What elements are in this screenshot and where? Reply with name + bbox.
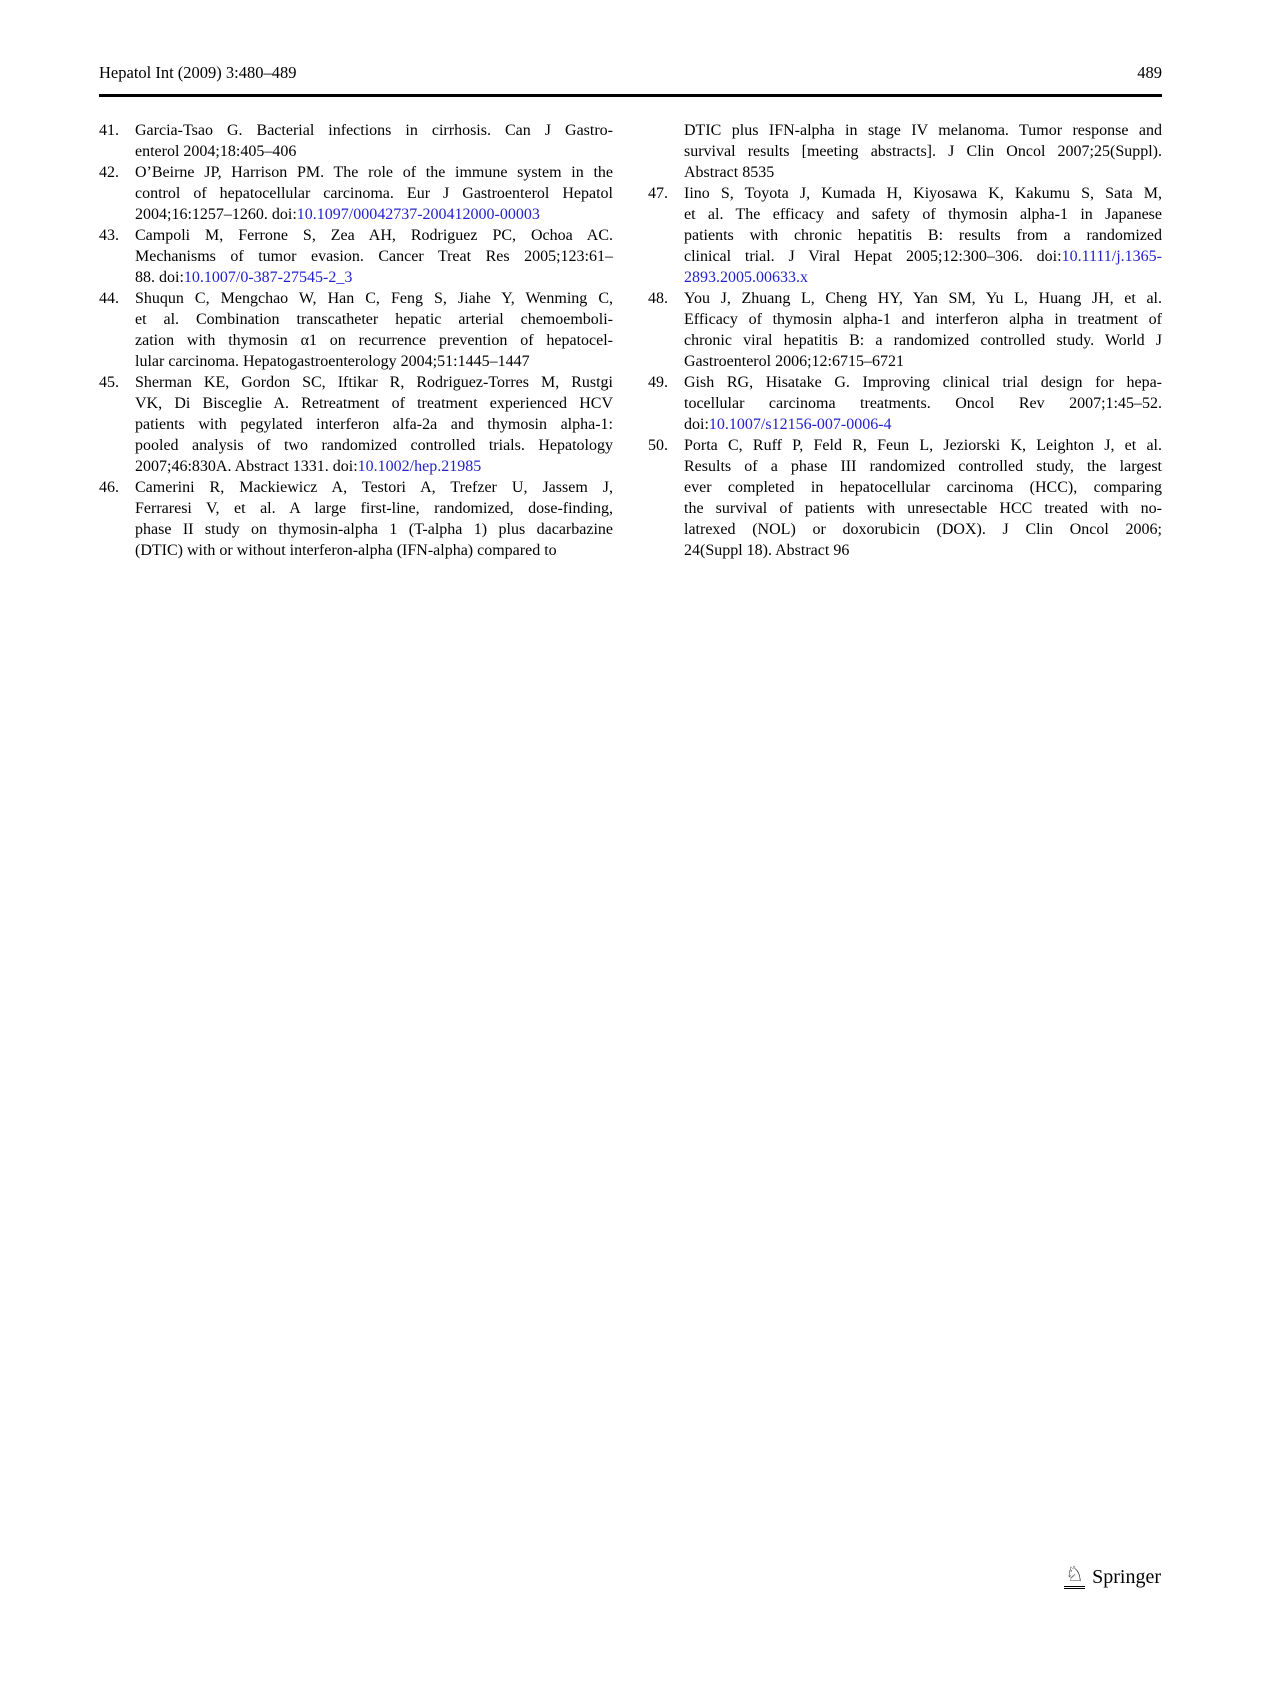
reference-number: 42.: [99, 164, 119, 181]
publisher-logo: [1064, 1563, 1161, 1589]
reference-number: 47.: [648, 185, 668, 202]
reference-line: doi:10.1007/s12156-007-0006-4: [684, 416, 892, 433]
reference-line: Garcia-Tsao G. Bacterial infections in cirrhosis. Can J Gastro-: [135, 122, 613, 139]
reference-item: [648, 183, 1162, 288]
reference-number: 50.: [648, 437, 668, 454]
reference-line: Porta C, Ruff P, Feld R, Feun L, Jeziorski K, Leighton J, et al.: [684, 437, 1162, 454]
reference-item: [648, 372, 1162, 435]
doi-link[interactable]: 10.1002/hep.21985: [357, 458, 482, 475]
reference-line: Sherman KE, Gordon SC, Iftikar R, Rodriguez-Torres M, Rustgi: [135, 374, 613, 391]
reference-line: Gastroenterol 2006;12:6715–6721: [684, 353, 904, 370]
reference-text: [684, 372, 1162, 435]
reference-line: Mechanisms of tumor evasion. Cancer Treat Res 2005;123:61–: [135, 248, 613, 265]
reference-line: et al. Combination transcatheter hepatic arterial chemoemboli-: [135, 311, 613, 328]
reference-item: [99, 477, 613, 561]
springer-knight-icon: ♘: [1064, 1563, 1085, 1589]
reference-line: patients with pegylated interferon alfa-2a and thymosin alpha-1:: [135, 416, 613, 433]
header-rule: [99, 94, 1162, 97]
reference-number: [648, 120, 684, 183]
reference-line: Campoli M, Ferrone S, Zea AH, Rodriguez PC, Ochoa AC.: [135, 227, 613, 244]
doi-link[interactable]: 10.1007/0-387-27545-2_3: [183, 269, 353, 286]
reference-line: Camerini R, Mackiewicz A, Testori A, Trefzer U, Jassem J,: [135, 479, 613, 496]
reference-line: You J, Zhuang L, Cheng HY, Yan SM, Yu L, Huang JH, et al.: [684, 290, 1162, 307]
reference-line: VK, Di Bisceglie A. Retreatment of treatment experienced HCV: [135, 395, 613, 412]
reference-number: 46.: [99, 479, 119, 496]
reference-text: [135, 225, 613, 288]
reference-line: patients with chronic hepatitis B: results from a randomized: [684, 227, 1162, 244]
reference-continuation: [648, 120, 1162, 183]
reference-line: O’Beirne JP, Harrison PM. The role of the immune system in the: [135, 164, 613, 181]
reference-text: [684, 120, 1162, 183]
doi-link[interactable]: 10.1097/00042737-200412000-00003: [296, 206, 540, 223]
references-section: [99, 120, 1162, 561]
reference-text: [135, 162, 613, 225]
reference-text: [135, 288, 613, 372]
reference-text: [684, 288, 1162, 372]
reference-line: ever completed in hepatocellular carcinoma (HCC), comparing: [684, 479, 1162, 496]
reference-number: 45.: [99, 374, 119, 391]
reference-number: 48.: [648, 290, 668, 307]
references-column-right: [648, 120, 1162, 561]
doi-link[interactable]: 10.1007/s12156-007-0006-4: [708, 416, 892, 433]
reference-line: 2004;16:1257–1260. doi:10.1097/00042737-200412000-00003: [135, 206, 540, 223]
reference-number: 49.: [648, 374, 668, 391]
reference-line: zation with thymosin α1 on recurrence prevention of hepatocel-: [135, 332, 613, 349]
reference-line: the survival of patients with unresectable HCC treated with no-: [684, 500, 1162, 517]
doi-link[interactable]: 10.1111/j.1365-: [1061, 248, 1162, 265]
reference-line: pooled analysis of two randomized controlled trials. Hepatology: [135, 437, 613, 454]
reference-number: 41.: [99, 122, 119, 139]
reference-item: [99, 162, 613, 225]
reference-line: Abstract 8535: [684, 164, 775, 181]
reference-number: 44.: [99, 290, 119, 307]
reference-line: 24(Suppl 18). Abstract 96: [684, 542, 850, 559]
reference-item: [99, 120, 613, 162]
reference-line: lular carcinoma. Hepatogastroenterology 2004;51:1445–1447: [135, 353, 530, 370]
reference-line: Iino S, Toyota J, Kumada H, Kiyosawa K, Kakumu S, Sata M,: [684, 185, 1162, 202]
reference-line: phase II study on thymosin-alpha 1 (T-alpha 1) plus dacarbazine: [135, 521, 613, 538]
reference-line: DTIC plus IFN-alpha in stage IV melanoma. Tumor response and: [684, 122, 1162, 139]
reference-line: latrexed (NOL) or doxorubicin (DOX). J Clin Oncol 2006;: [684, 521, 1162, 538]
page-header: [99, 63, 1162, 83]
reference-item: [648, 288, 1162, 372]
reference-line: (DTIC) with or without interferon-alpha (IFN-alpha) compared to: [135, 542, 557, 559]
reference-line: et al. The efficacy and safety of thymosin alpha-1 in Japanese: [684, 206, 1162, 223]
reference-item: [99, 225, 613, 288]
reference-line: enterol 2004;18:405–406: [135, 143, 297, 160]
reference-line: Efficacy of thymosin alpha-1 and interferon alpha in treatment of: [684, 311, 1162, 328]
reference-text: [684, 183, 1162, 288]
reference-text: [135, 120, 613, 162]
reference-number: 43.: [99, 227, 119, 244]
reference-line: Results of a phase III randomized controlled study, the largest: [684, 458, 1162, 475]
reference-line: 88. doi:10.1007/0-387-27545-2_3: [135, 269, 353, 286]
reference-item: [648, 435, 1162, 561]
reference-text: [684, 435, 1162, 561]
reference-text: [135, 477, 613, 561]
doi-link[interactable]: 2893.2005.00633.x: [684, 269, 808, 286]
reference-line: clinical trial. J Viral Hepat 2005;12:300–306. doi:10.1111/j.1365-: [684, 248, 1162, 265]
reference-line: Ferraresi V, et al. A large first-line, randomized, dose-finding,: [135, 500, 613, 517]
reference-line: 2007;46:830A. Abstract 1331. doi:10.1002/hep.21985: [135, 458, 482, 475]
reference-line: Gish RG, Hisatake G. Improving clinical trial design for hepa-: [684, 374, 1162, 391]
reference-line: chronic viral hepatitis B: a randomized controlled study. World J: [684, 332, 1162, 349]
reference-line: tocellular carcinoma treatments. Oncol Rev 2007;1:45–52.: [684, 395, 1162, 412]
journal-citation: Hepatol Int (2009) 3:480–489: [99, 63, 297, 82]
reference-line: control of hepatocellular carcinoma. Eur J Gastroenterol Hepatol: [135, 185, 613, 202]
page-number: 489: [1137, 63, 1162, 82]
reference-item: [99, 288, 613, 372]
reference-line: Shuqun C, Mengchao W, Han C, Feng S, Jiahe Y, Wenming C,: [135, 290, 613, 307]
references-column-left: [99, 120, 613, 561]
reference-text: [135, 372, 613, 477]
reference-item: [99, 372, 613, 477]
reference-line: survival results [meeting abstracts]. J Clin Oncol 2007;25(Suppl).: [684, 143, 1162, 160]
reference-line: [684, 267, 1162, 288]
publisher-name: Springer: [1092, 1566, 1161, 1588]
